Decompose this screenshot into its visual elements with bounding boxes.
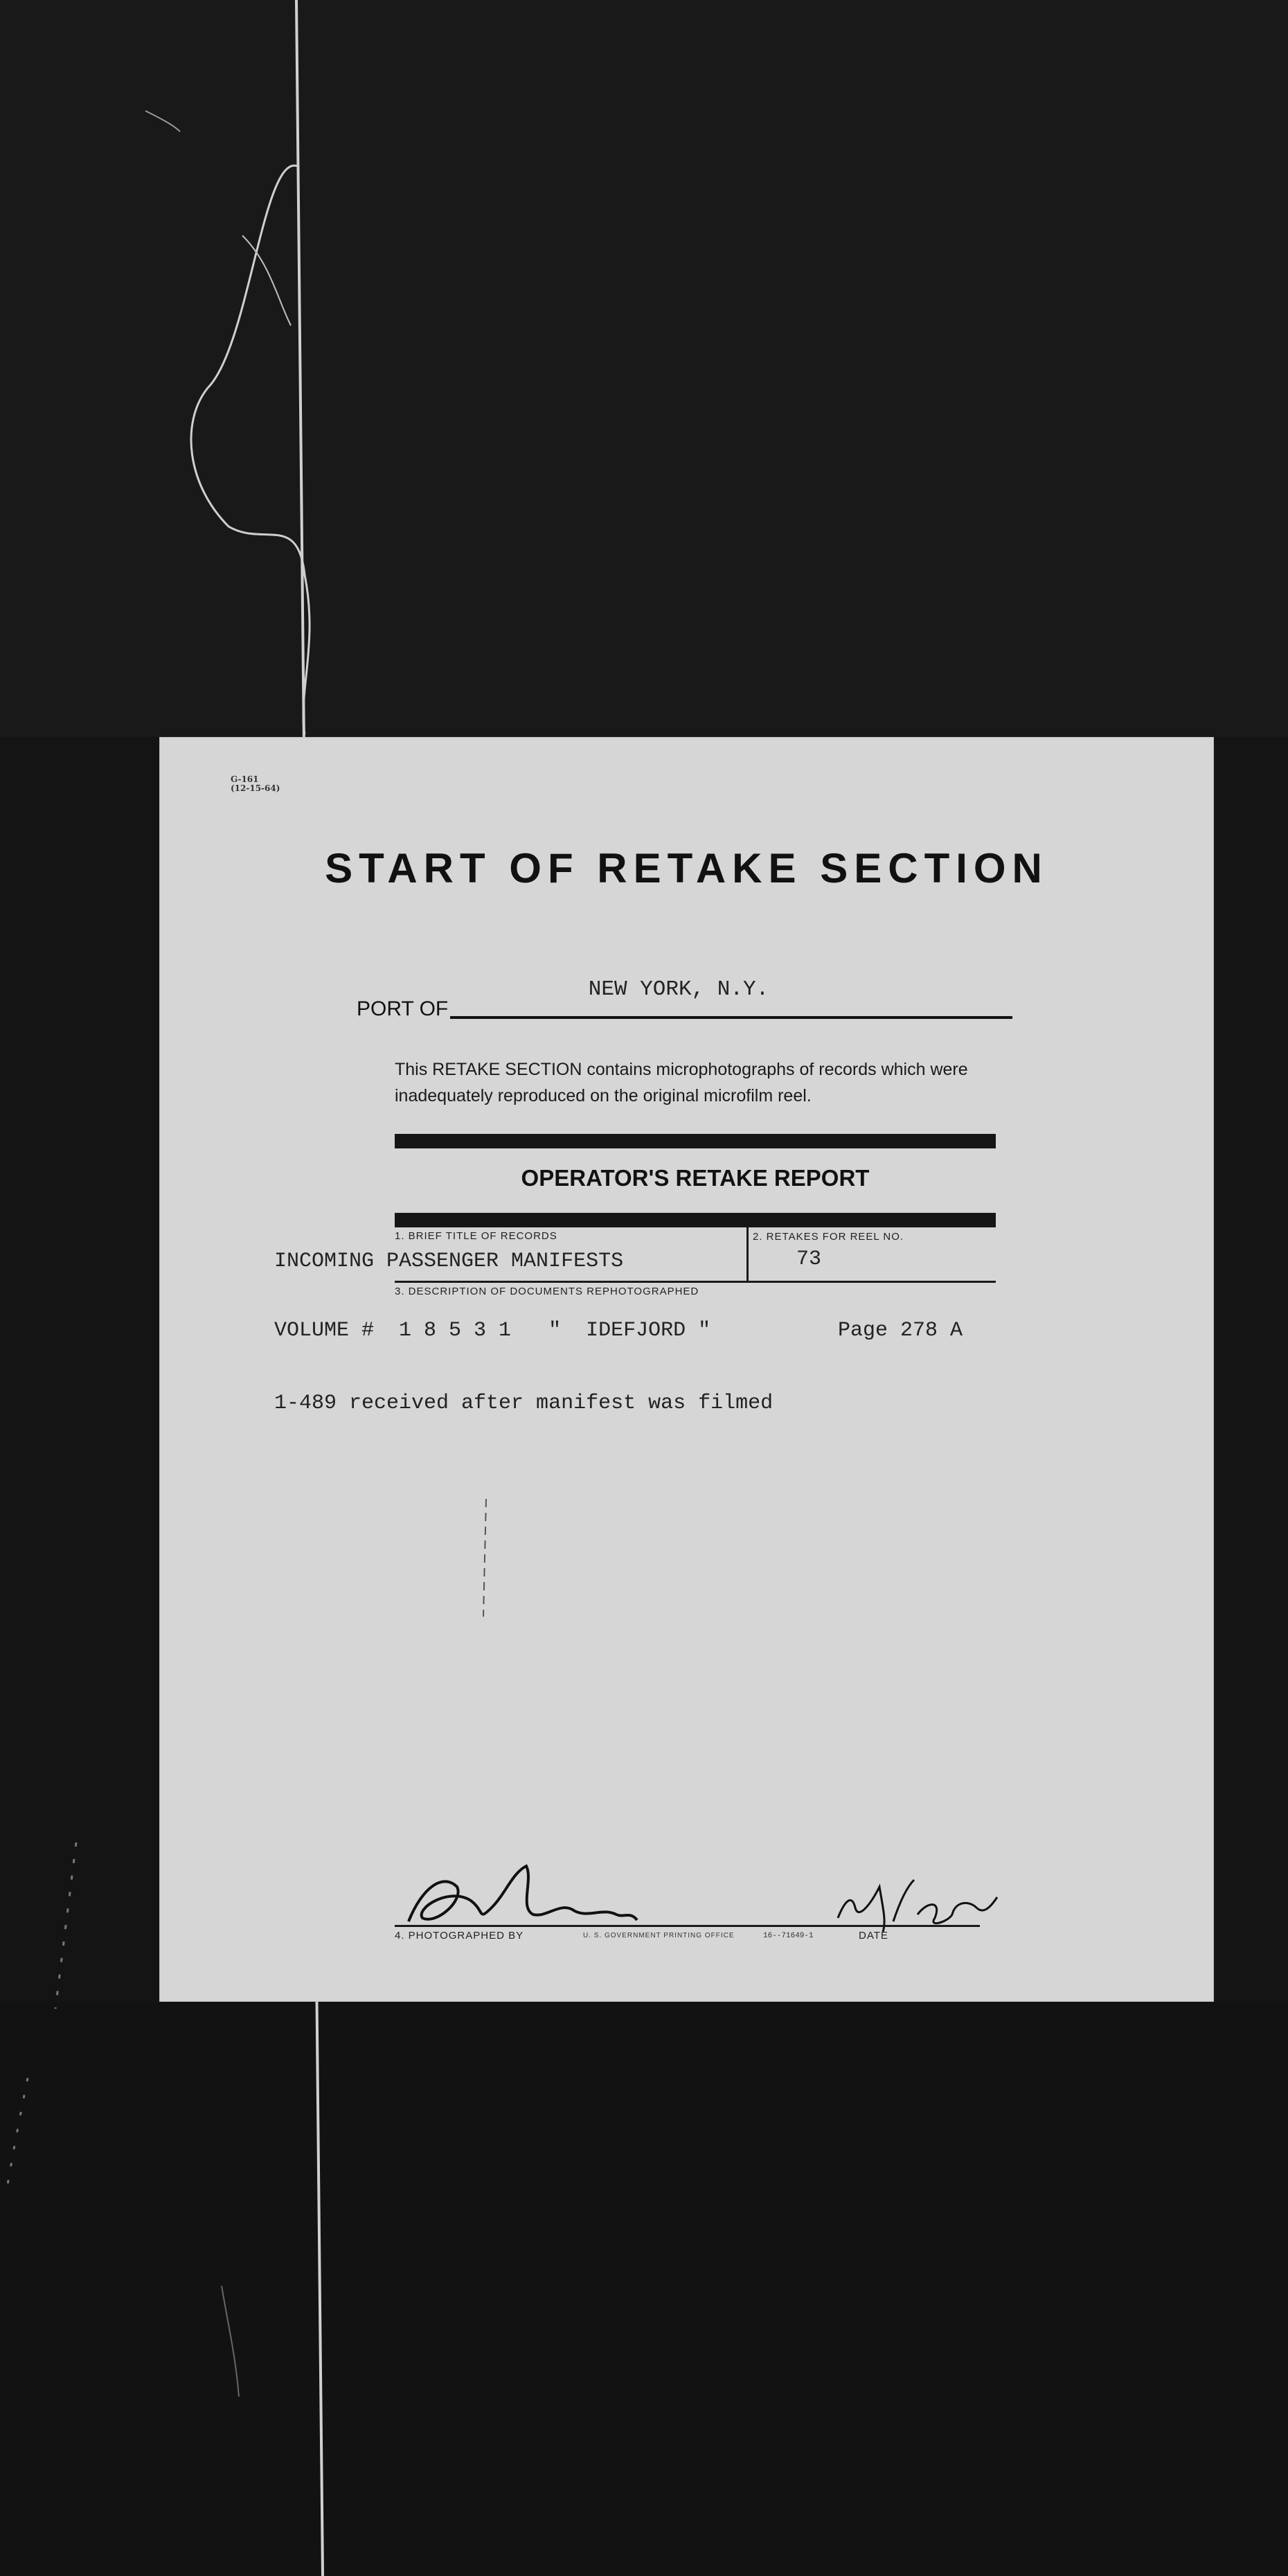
port-of-value: NEW YORK, N.Y. xyxy=(588,977,769,1002)
pencil-mark xyxy=(478,1499,499,1637)
intro-paragraph: This RETAKE SECTION contains microphotographs of records which were inadequately reproduced on the original microfilm reel. xyxy=(395,1060,968,1105)
form-code-number: G-161 xyxy=(231,774,259,784)
form-code xyxy=(231,775,280,793)
volume-line: VOLUME # 1 8 5 3 1 " IDEFJORD " xyxy=(274,1319,711,1342)
job-number-label: 16--71649-1 xyxy=(763,1932,814,1940)
retakes-reel-value: 73 xyxy=(796,1247,822,1271)
field-3-label: 3. DESCRIPTION OF DOCUMENTS REPHOTOGRAPHED xyxy=(395,1286,699,1297)
description-line: 1-489 received after manifest was filmed xyxy=(274,1392,773,1415)
divider-bar-bottom xyxy=(395,1213,996,1227)
page-title: START OF RETAKE SECTION xyxy=(325,845,1048,891)
retake-form-card xyxy=(159,737,1214,2002)
field-1-label: 1. BRIEF TITLE OF RECORDS xyxy=(395,1230,557,1242)
divider-bar-top xyxy=(395,1134,996,1148)
records-title-value: INCOMING PASSENGER MANIFESTS xyxy=(274,1250,624,1273)
field-divider-vertical xyxy=(746,1227,749,1282)
report-heading: OPERATOR'S RETAKE REPORT xyxy=(521,1165,870,1191)
form-code-date: (12-15-64) xyxy=(231,783,280,793)
port-of-label: PORT OF xyxy=(357,997,449,1020)
printing-office-label: U. S. GOVERNMENT PRINTING OFFICE xyxy=(583,1932,735,1939)
field-divider-horizontal xyxy=(395,1281,996,1283)
field-2-label: 2. RETAKES FOR REEL NO. xyxy=(753,1231,904,1243)
signature-line xyxy=(395,1925,980,1927)
date-label: DATE xyxy=(859,1930,888,1942)
port-of-underline xyxy=(450,1016,1012,1019)
field-4-label: 4. PHOTOGRAPHED BY xyxy=(395,1930,524,1942)
page-reference: Page 278 A xyxy=(838,1319,963,1342)
